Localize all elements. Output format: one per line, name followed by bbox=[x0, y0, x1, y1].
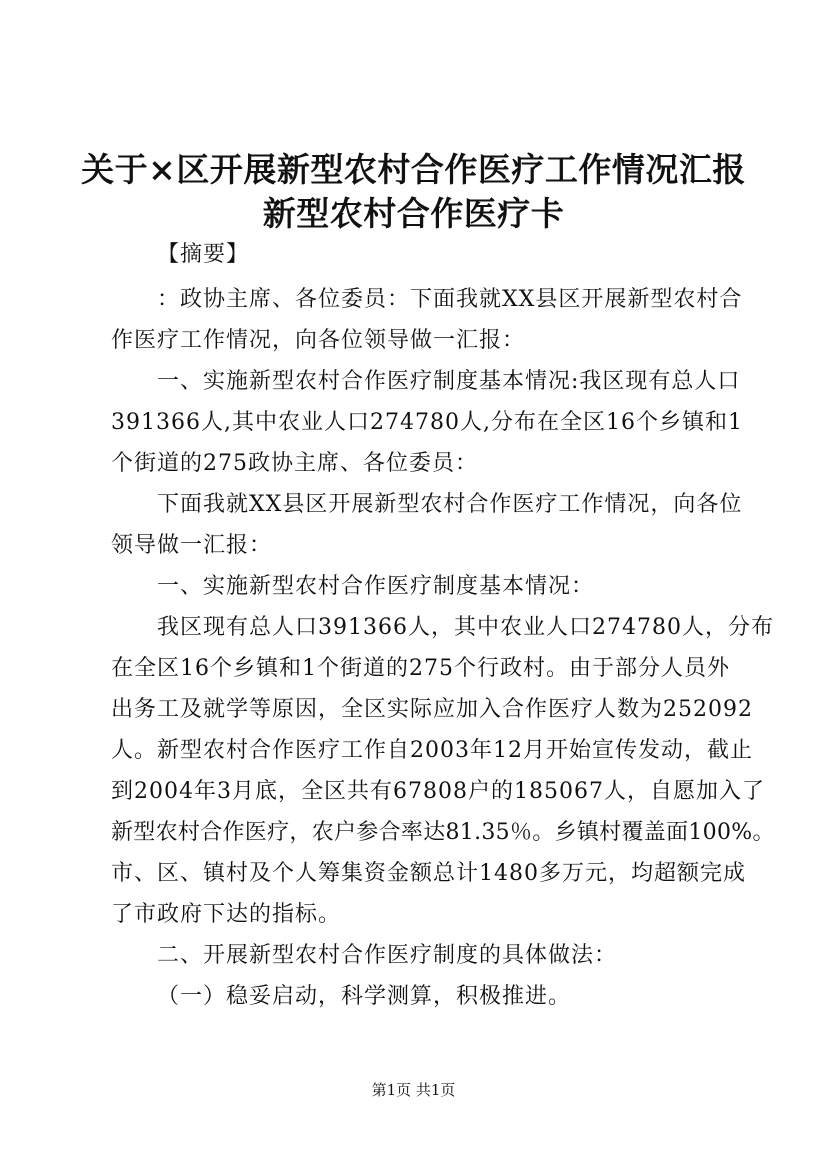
body-line: 人。新型农村合作医疗工作自2003年12月开始宣传发动，截止 bbox=[111, 738, 753, 763]
body-line: 下面我就XX县区开展新型农村合作医疗工作情况，向各位 bbox=[157, 492, 743, 517]
body-line: 作医疗工作情况，向各位领导做一汇报： bbox=[111, 328, 526, 353]
body-line: 出务工及就学等原因，全区实际应加入合作医疗人数为252092 bbox=[111, 697, 753, 722]
body-line: 391366人,其中农业人口274780人,分布在全区16个乡镇和1 bbox=[111, 410, 743, 435]
section-heading: 二、开展新型农村合作医疗制度的具体做法： bbox=[157, 943, 618, 968]
body-line: ：政协主席、各位委员：下面我就XX县区开展新型农村合 bbox=[157, 287, 743, 312]
abstract-label: 【摘要】 bbox=[157, 242, 250, 267]
subsection-heading: （一）稳妥启动，科学测算，积极推进。 bbox=[157, 984, 572, 1009]
document-subtitle: 新型农村合作医疗卡 bbox=[262, 194, 565, 233]
body-line: 了市政府下达的指标。 bbox=[111, 902, 342, 927]
body-line: 在全区16个乡镇和1个街道的275个行政村。由于部分人员外 bbox=[111, 656, 730, 681]
body-line: 新型农村合作医疗，农户参合率达81.35％。乡镇村覆盖面100%。 bbox=[111, 820, 775, 845]
document-title: 关于×区开展新型农村合作医疗工作情况汇报 bbox=[81, 150, 746, 189]
body-line: 我区现有总人口391366人，其中农业人口274780人，分布 bbox=[157, 615, 774, 640]
body-line: 到2004年3月底，全区共有67808户的185067人，自愿加入了 bbox=[111, 779, 765, 804]
body-line: 领导做一汇报： bbox=[111, 533, 273, 558]
page-footer: 第1页 共1页 bbox=[371, 1081, 456, 1099]
body-line: 个街道的275政协主席、各位委员： bbox=[111, 451, 478, 476]
body-line: 一、实施新型农村合作医疗制度基本情况:我区现有总人口 bbox=[157, 369, 741, 394]
body-line: 市、区、镇村及个人筹集资金额总计1480多万元，均超额完成 bbox=[111, 861, 746, 886]
section-heading: 一、实施新型农村合作医疗制度基本情况： bbox=[157, 574, 595, 599]
